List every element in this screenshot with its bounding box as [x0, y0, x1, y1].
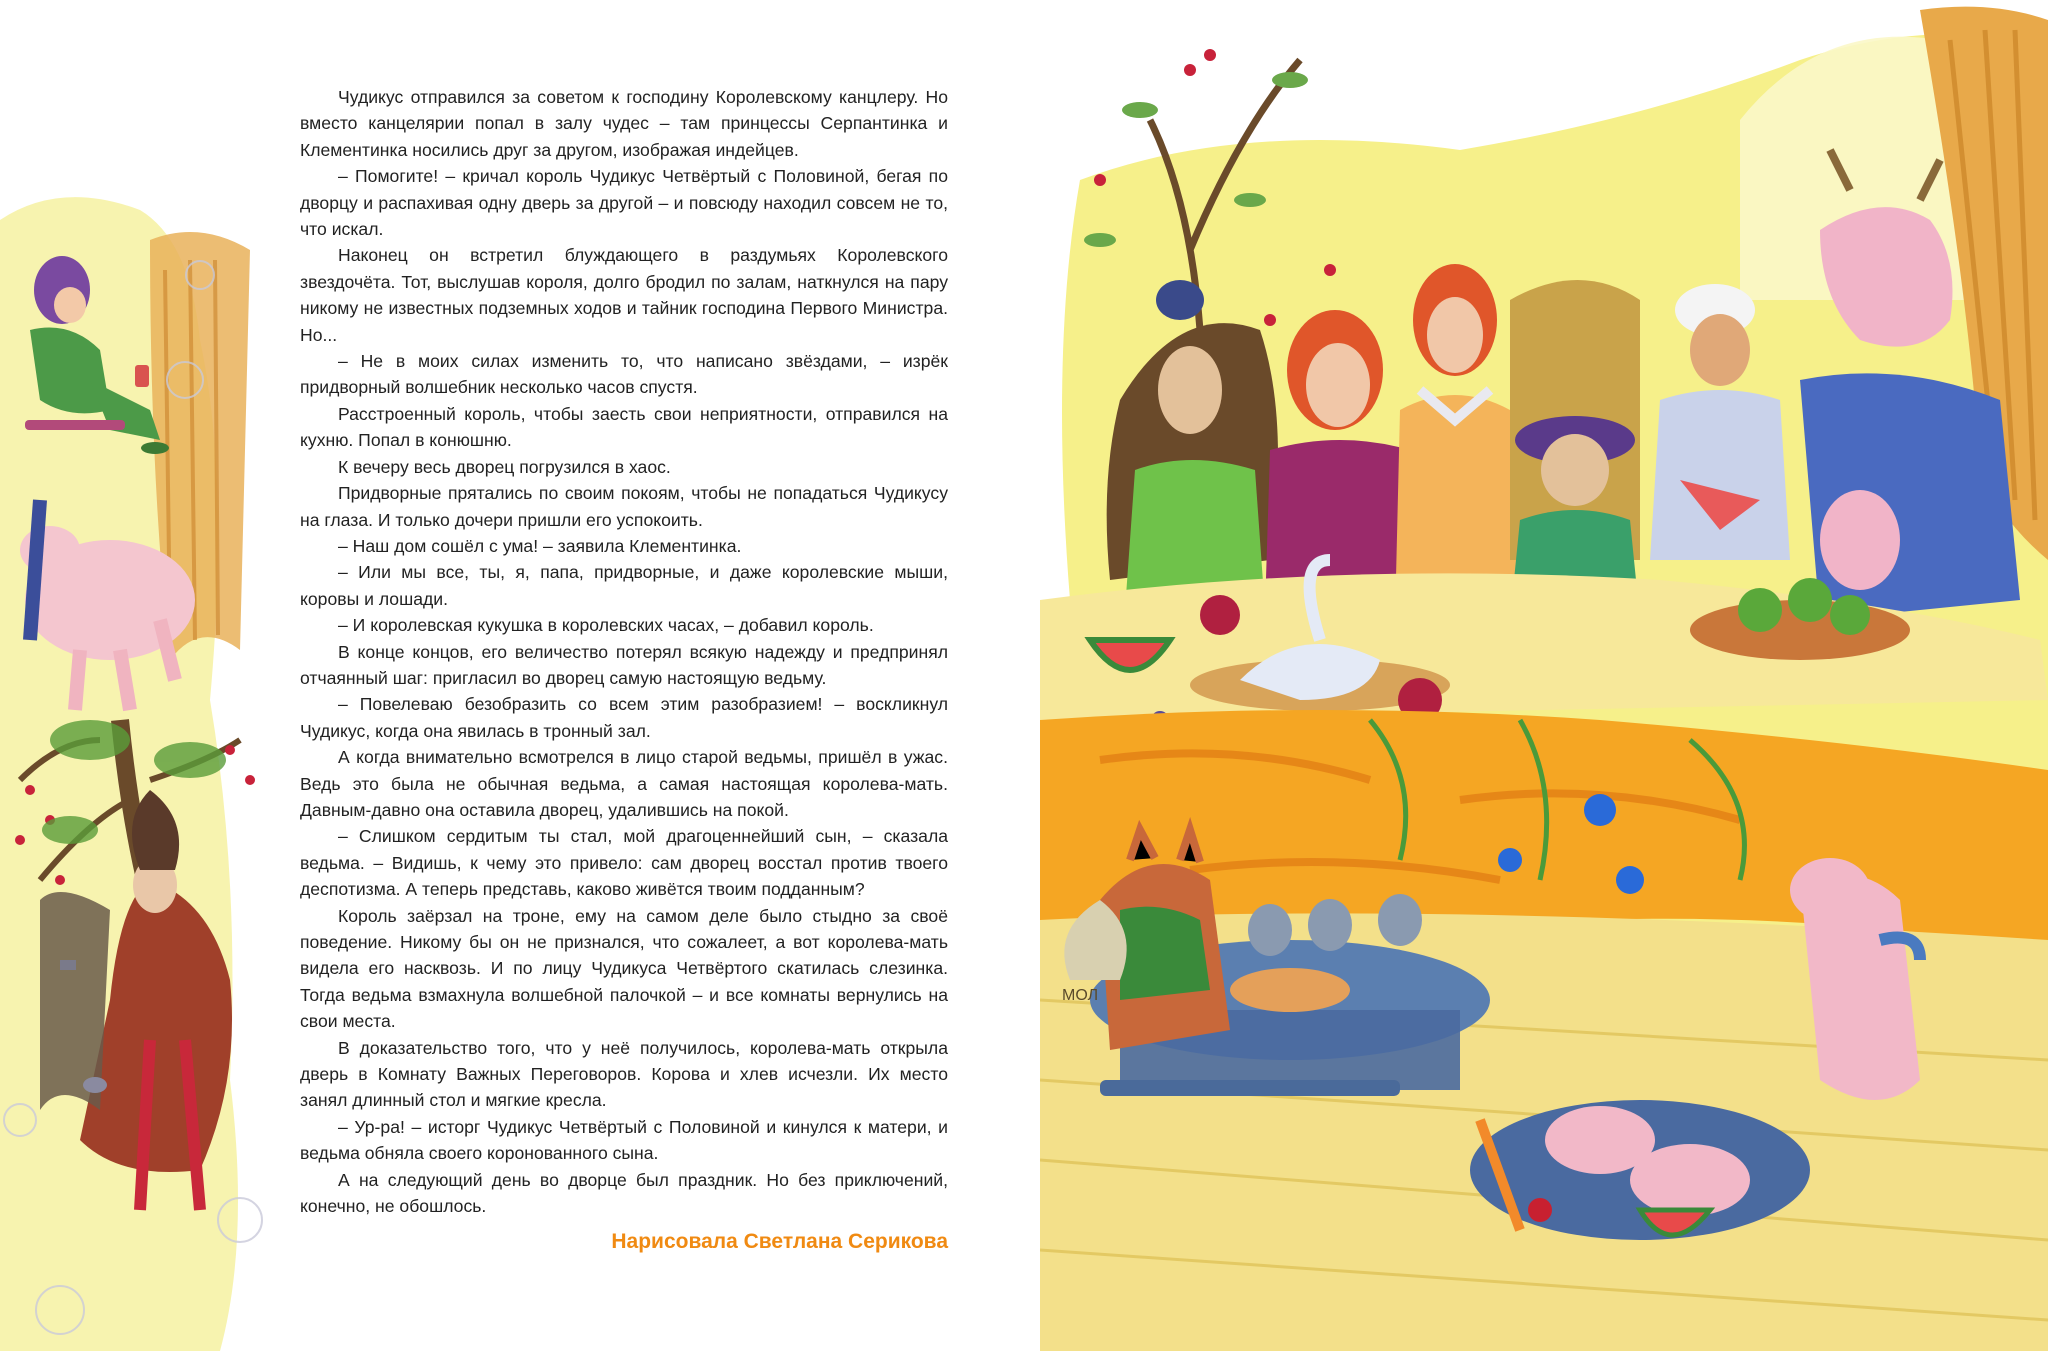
feast-illustration — [1040, 0, 2048, 1351]
paragraph: Наконец он встретил блуждающего в раздумьях Королевского звездочёта. Тот, выслушав короля, долго бродил по залам, наткнулся на пару никому не известных подземных ходов и тайник господина Первого Министра. Но... — [300, 245, 948, 345]
paragraph: – Не в моих силах изменить то, что написано звёздами, – изрёк придворный волшебник несколько часов спустя. — [300, 351, 948, 398]
paragraph: Расстроенный король, чтобы заесть свои неприятности, отправился на кухню. Попал в конюшню. — [300, 403, 948, 451]
left-margin-illustration — [0, 180, 300, 1351]
paragraph: Король заёрзал на троне, ему на самом деле было стыдно за своё поведение. Никому бы он не признался, что сожалеет, а вот королева-мать видела его насквозь. И по лицу Чудикуса Четвёртого скатилась слезинка. Тогда ведьма взмахнула волшебной палочкой – и все комнаты вернулись на свои места. — [300, 905, 948, 1032]
paragraph: Придворные прятались по своим покоям, чтобы не попадаться Чудикусу на глаза. И только дочери пришли его успокоить. — [300, 483, 948, 530]
paragraph: Чудикус отправился за советом к господину Королевскому канцлеру. Но вместо канцелярии попал в залу чудес – там принцессы Серпантинка и Клементинка носились друг за другом, изображая индейцев. — [300, 87, 948, 160]
illustrator-credit: Нарисовала Светлана Серикова — [611, 1230, 948, 1253]
paragraph: В конце концов, его величество потерял всякую надежду и предпринял отчаянный шаг: пригласил во дворец самую настоящую ведьму. — [300, 641, 948, 688]
paragraph: В доказательство того, что у неё получилось, королева-мать открыла дверь в Комнату Важных Переговоров. Корова и хлев исчезли. Их место занял длинный стол и мягкие кресла. — [300, 1037, 948, 1111]
paragraph: – Или мы все, ты, я, папа, придворные, и даже королевские мыши, коровы и лошади. — [300, 562, 948, 609]
paragraph: – И королевская кукушка в королевских часах, – добавил король. — [338, 615, 874, 636]
paragraph: А на следующий день во дворце был праздник. Но без приключений, конечно, не обошлось. — [300, 1169, 948, 1217]
paragraph: – Повелеваю безобразить со всем этим разобразием! – воскликнул Чудикус, когда она явилась в тронный зал. — [300, 694, 948, 741]
jug-label: МОЛ — [1062, 987, 1099, 1004]
paragraph: – Слишком сердитым ты стал, мой драгоценнейший сын, – сказала ведьма. – Видишь, к чему это привело: сам дворец восстал против твоего деспотизма. А теперь представь, каково живётся твоим подданным? — [300, 826, 948, 900]
paragraph: К вечеру весь дворец погрузился в хаос. — [338, 456, 671, 477]
paragraph: А когда внимательно всмотрелся в лицо старой ведьмы, пришёл в ужас. Ведь это была не обычная ведьма, а самая настоящая королева-мать. Давным-давно она оставила дворец, удалившись на покой. — [300, 747, 948, 820]
paragraph: – Ур-ра! – исторг Чудикус Четвёртый с Половиной и кинулся к матери, и ведьма обняла своего коронованного сына. — [300, 1116, 948, 1164]
paragraph: – Помогите! – кричал король Чудикус Четвёртый с Половиной, бегая по дворцу и распахивая одну дверь за другой – и повсюду находил совсем не то, что искал. — [300, 166, 948, 240]
story-text — [300, 84, 948, 1219]
paragraph: – Наш дом сошёл с ума! – заявила Клементинка. — [338, 535, 742, 556]
